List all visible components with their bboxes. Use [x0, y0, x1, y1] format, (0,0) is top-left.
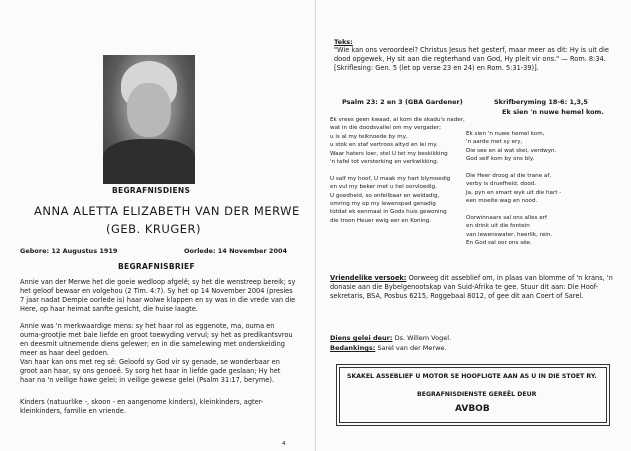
hymn-subheading: Ek sien 'n nuwe hemel kom.	[502, 108, 604, 116]
hymn-line: Ja, pyn en smart wyk uit die hart -	[466, 189, 562, 196]
letter-paragraph-4: Kinders (natuurlike -, skoon - en aangenome kinders), kleinkinders, agter-kleinkinders, familie en vriende.	[20, 398, 264, 415]
psalm-line: omring my op my lewenspad genadig	[330, 200, 436, 207]
psalm-line: 'n tafel tot versterking en verkwikking.	[330, 158, 439, 165]
hymn-line: 'n aarde met sy ery,	[466, 139, 523, 146]
hymn-line: een moeite wag en nood.	[466, 198, 538, 205]
hymn-line: Die Heer droog al die trane af,	[466, 172, 552, 179]
letter-paragraph-2: Annie was 'n merkwaardige mens: sy het haar rol as eggenote, ma, ouma en ouma-grootjie met baie liefde en groot toewyding vervul; sy het as predikantsvrou en deesmit uitnemende diens gelewer; en in die samelewing met onderskeiding meer as haar deel gedoen.	[20, 322, 293, 357]
maiden-name: (GEB. KRUGER)	[106, 222, 201, 236]
hymn-line: Die see en al wat skei, verdwyn.	[466, 147, 557, 154]
friendly-request-text: Oorweeg dit asseblief om, in plaas van blomme of 'n krans, 'n donasie aan die Bybelgenootskap van Suid-Afrika te gee. Stuur dit aan: Die Hoof-sekretaris, BSA, Posbus 6215, Roggebaai 8012, of gee dit aan Coert of Sarel.	[330, 274, 613, 300]
hymn-line: verby is druefheid, dood.	[466, 181, 537, 188]
thanks-label: Bedankings:	[330, 344, 376, 352]
psalm-line: en vul my beker met u hel oorvloedig.	[330, 184, 437, 191]
thanks-line	[330, 344, 446, 353]
psalm-verses	[330, 116, 470, 225]
deceased-name: ANNA ALETTA ELIZABETH VAN DER MERWE	[34, 204, 300, 218]
letter-heading: BEGRAFNISBRIEF	[118, 262, 195, 271]
thanks-text: Sarel van der Merwe.	[377, 344, 447, 352]
notice-box	[336, 364, 610, 426]
psalm-line: Ek vrees geen kwaad, al kom die skadu's nader,	[330, 117, 465, 123]
friendly-request	[330, 274, 620, 312]
hymn-line: En God sal oor ons sêe.	[466, 240, 532, 247]
headlights-notice: SKAKEL ASSEBLIEF U MOTOR SE HOOFLIGTE AAN AS U IN DIE STOET RY.	[347, 373, 597, 380]
psalm-line	[330, 166, 470, 174]
birth-date: Gebore: 12 Augustus 1919	[20, 247, 118, 255]
hymn-heading: Skrifberyming 18-6: 1,3,5	[494, 98, 588, 106]
death-date: Oorlede: 14 November 2004	[184, 247, 288, 255]
portrait-photo	[103, 55, 195, 180]
hymn-line: Oorwinnaars sal ons alles erf	[466, 214, 547, 221]
funeral-company: AVBOB	[455, 404, 490, 414]
service-line	[330, 334, 451, 343]
psalm-line: die troon Heuer ewig eer en Koning.	[330, 217, 431, 224]
hymn-verses	[466, 130, 606, 247]
friendly-request-label: Vriendelike versoek:	[330, 274, 407, 282]
letter-paragraph-3: Van haar kan ons met reg sê: Geloofd sy God vir sy genade, se wonderbaar en groot aan haar, sy ons genoeë. Sy sorg het haar in liefde gade geslaan; Hy het haar na 'n veilige hawe gelei; in veilige gewese gelei (Psalm 31:17, beryme).	[20, 358, 281, 384]
psalm-line: U salf my hoof, U maak my hart blymoedig	[330, 175, 451, 182]
psalm-heading: Psalm 23: 2 en 3 (GBA Gardener)	[342, 98, 463, 106]
text-label: Teks:	[334, 38, 353, 46]
section-heading: BEGRAFNISDIENS	[112, 186, 191, 195]
left-page	[0, 0, 315, 451]
psalm-line: totdat ek eenmaal in Gods huis gewoning	[330, 209, 447, 216]
hymn-line: God self kom by ons bly.	[466, 156, 535, 163]
hymn-line: Ek sien 'n nuwe hemel kom,	[466, 131, 545, 137]
hymn-line: en drink uit die fontein	[466, 223, 530, 230]
hymn-line	[466, 206, 606, 214]
arranged-by: BEGRAFNISDIENSTE GEREËL DEUR	[417, 391, 537, 398]
letter-paragraph-1: Annie van der Merwe het die goeie wedloop afgelê; sy het die wenstreep bereik; sy het geloof bewaar en volgehou (2 Tim. 4:7). Sy het op 14 November 2004 (presies 7 jaar nadat Dempie oorlede is) haar wolwe klappen en sy was in die vrede van die Here, op haar heimat sanfte gesicht, die huise laagte.	[20, 278, 296, 313]
psalm-line: u stok en staf vertroos altyd en lei my.	[330, 142, 438, 149]
hymn-line	[466, 164, 606, 172]
psalm-line: wat in die doodsvallei om my vergader;	[330, 125, 441, 132]
right-page	[282, 0, 631, 451]
psalm-line: Waar haters loer, stel U tet my beskikking	[330, 150, 448, 157]
page-mark: 4	[282, 441, 286, 447]
psalm-line: U goedheid, so onfeilbaar en weldadig,	[330, 192, 440, 199]
scripture-text: "Wie kan ons veroordeel? Christus Jesus het gesterf, maar meer as dit: Hy is uit die dood opgewek, Hy sit aan die regterhand van God, Hy pleit vir ons." — Rom. 8:34. [Skriflesing: Gen. 5 (let op verse 23 en 24) en Rom. 5:31-39)].	[334, 46, 609, 72]
psalm-line: u is al my teiknoede by my,	[330, 133, 408, 140]
service-label: Diens gelei deur:	[330, 334, 393, 342]
hymn-line: van lewenswater, heerlik, rein.	[466, 231, 553, 238]
service-officiant: Ds. Willem Vogel.	[394, 334, 452, 342]
